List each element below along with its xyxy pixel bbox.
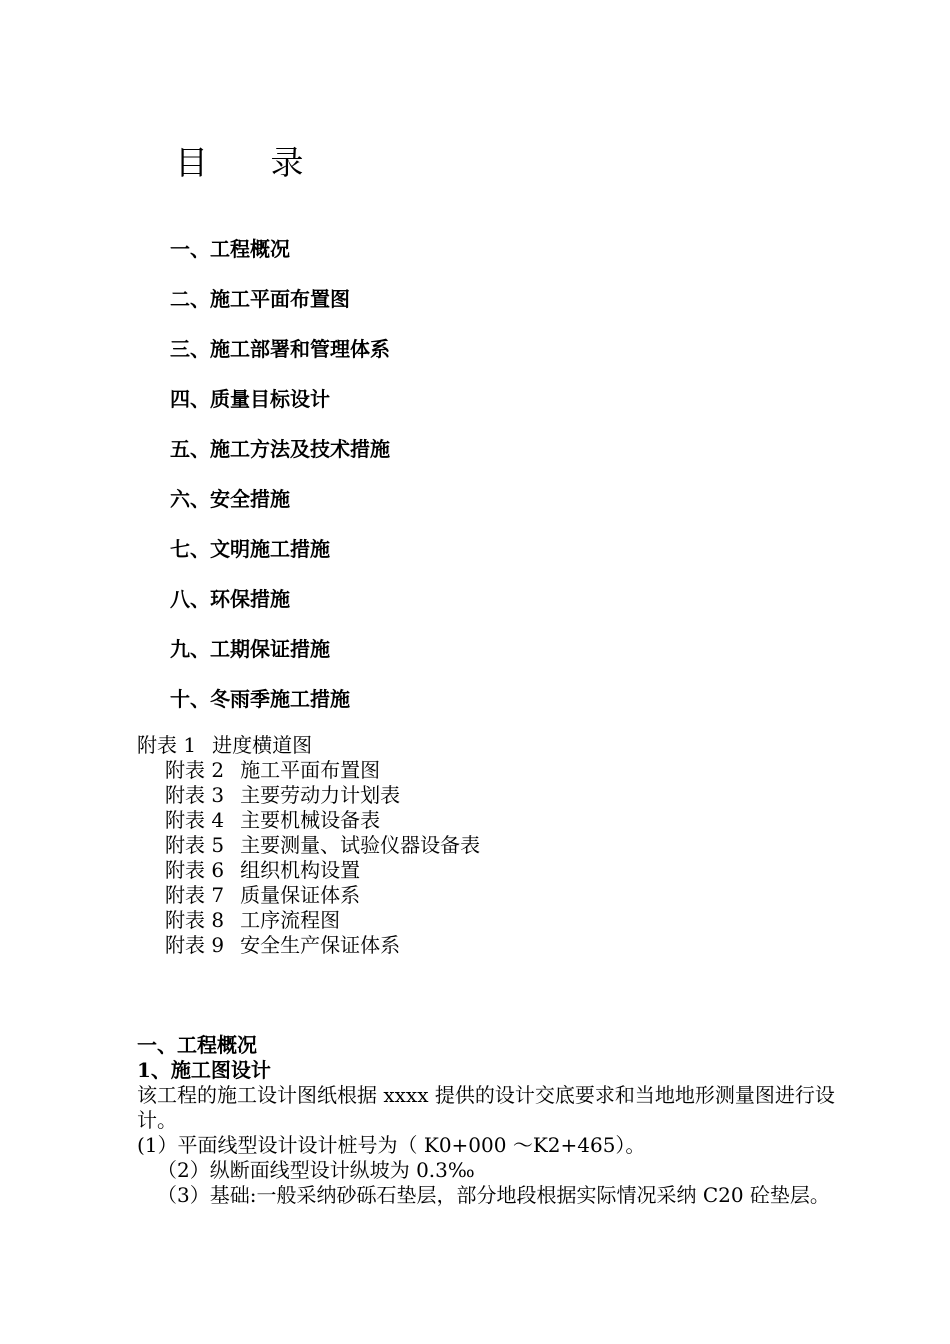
appendix-label: 附表 5: [165, 833, 225, 857]
toc-item: 十、冬雨季施工措施: [170, 687, 350, 711]
appendix-item: [0, 783, 480, 808]
appendix-title: 质量保证体系: [240, 883, 361, 907]
toc-item: 六、安全措施: [170, 487, 290, 511]
toc-item: 四、质量目标设计: [170, 387, 330, 411]
appendix-title: 主要测量、试验仪器设备表: [240, 833, 481, 857]
appendix-item: [0, 733, 480, 758]
appendix-item: [0, 808, 480, 833]
appendix-item: [0, 933, 480, 958]
paragraph-item-3: （3）基础:一般采纳砂砾石垫层，部分地段根据实际情况采纳 C20 砼垫层。: [157, 1183, 830, 1207]
appendix-list: [0, 733, 480, 958]
appendix-title: 主要机械设备表: [240, 808, 381, 832]
appendix-title: 组织机构设置: [240, 858, 361, 882]
toc-title: 目 录: [175, 143, 330, 182]
toc-item: 八、环保措施: [170, 587, 290, 611]
appendix-title: 施工平面布置图: [240, 758, 381, 782]
paragraph-intro: 该工程的施工设计图纸根据 xxxx 提供的设计交底要求和当地地形测量图进行设计。: [137, 1083, 835, 1132]
appendix-item: [0, 758, 480, 783]
toc-item: 一、工程概况: [170, 237, 290, 261]
appendix-label: 附表 6: [165, 858, 225, 882]
paragraph-item-2: （2）纵断面线型设计纵坡为 0.3‰: [157, 1158, 475, 1182]
toc-item: 二、施工平面布置图: [170, 287, 350, 311]
paragraph-item-1: (1）平面线型设计设计桩号为（ K0+000 ～K2+465）。: [137, 1133, 646, 1157]
appendix-item: [0, 883, 480, 908]
toc-item: 七、文明施工措施: [170, 537, 330, 561]
appendix-item: [0, 858, 480, 883]
toc-item: 九、工期保证措施: [170, 637, 330, 661]
section-heading: 一、工程概况: [137, 1033, 257, 1057]
appendix-label: 附表 3: [165, 783, 225, 807]
section-subheading: 1、施工图设计: [137, 1058, 271, 1082]
appendix-title: 安全生产保证体系: [240, 933, 401, 957]
toc-item: 五、施工方法及技术措施: [170, 437, 390, 461]
appendix-label: 附表 1: [137, 733, 197, 757]
appendix-item: [0, 833, 480, 858]
appendix-label: 附表 2: [165, 758, 225, 782]
appendix-label: 附表 8: [165, 908, 225, 932]
appendix-title: 主要劳动力计划表: [240, 783, 401, 807]
appendix-label: 附表 9: [165, 933, 225, 957]
appendix-label: 附表 4: [165, 808, 225, 832]
section-project-overview: [137, 1033, 847, 1208]
appendix-item: [0, 908, 480, 933]
appendix-title: 进度横道图: [212, 733, 313, 757]
appendix-label: 附表 7: [165, 883, 225, 907]
appendix-title: 工序流程图: [240, 908, 341, 932]
toc-list: [170, 234, 390, 734]
toc-item: 三、施工部署和管理体系: [170, 337, 390, 361]
